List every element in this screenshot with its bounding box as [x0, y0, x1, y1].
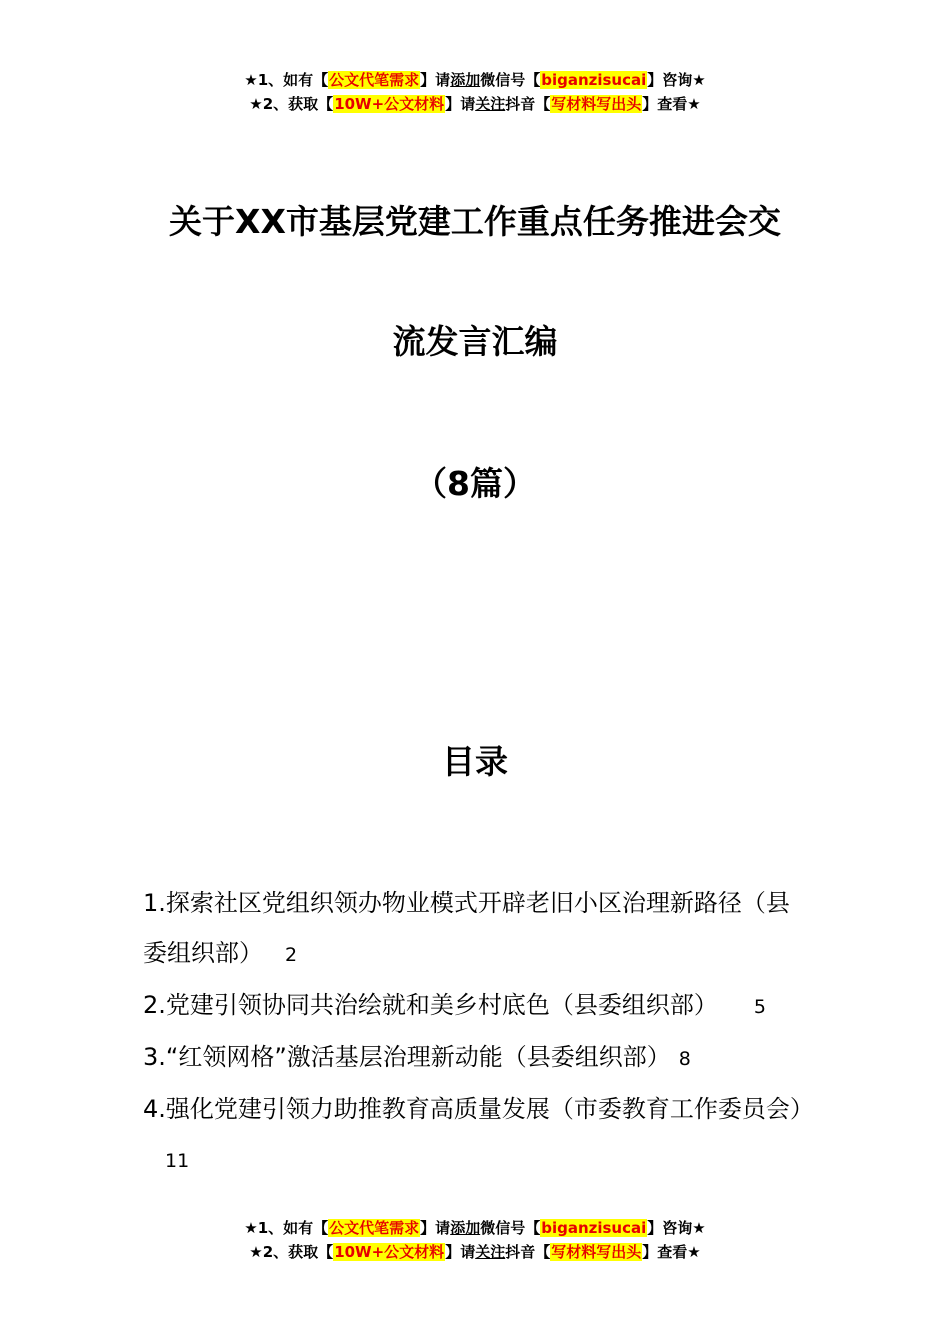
banner-underline: 关注 — [475, 95, 506, 113]
toc-item[interactable] — [143, 1032, 813, 1084]
toc-heading: 目录 — [442, 742, 508, 781]
toc-item-text: 1.探索社区党组织领办物业模式开辟老旧小区治理新路径（县委组织部） — [143, 889, 790, 967]
banner-text: 】咨询★ — [647, 71, 706, 89]
document-count: （8篇） — [414, 464, 536, 503]
toc-item-text: 2.党建引领协同共治绘就和美乡村底色（县委组织部） — [143, 991, 718, 1019]
header-banner — [0, 68, 950, 116]
banner-text: 抖音【 — [505, 1243, 551, 1261]
toc-page-number: 2 — [285, 944, 298, 966]
banner-highlight: biganzisucai — [541, 1219, 647, 1237]
banner-text: 】请 — [420, 71, 451, 89]
document-title-line-2: 流发言汇编 — [392, 322, 558, 361]
banner-highlight: 10W+公文材料 — [334, 1243, 445, 1261]
banner-text: 抖音【 — [505, 95, 551, 113]
toc-item-text: 3.“红领网格”激活基层治理新动能（县委组织部） — [143, 1043, 671, 1071]
banner-text: 】查看★ — [642, 95, 701, 113]
banner-text: 】咨询★ — [647, 1219, 706, 1237]
banner-line-1 — [0, 1216, 950, 1240]
banner-highlight: 公文代笔需求 — [329, 71, 420, 89]
banner-text: 】请 — [445, 1243, 476, 1261]
toc-page-number: 11 — [165, 1150, 190, 1172]
banner-text: 】查看★ — [642, 1243, 701, 1261]
banner-underline: 添加 — [450, 1219, 481, 1237]
banner-line-1 — [0, 68, 950, 92]
banner-underline: 添加 — [450, 71, 481, 89]
toc-item[interactable] — [143, 878, 813, 980]
banner-text: 】请 — [420, 1219, 451, 1237]
banner-underline: 关注 — [475, 1243, 506, 1261]
banner-text: 】请 — [445, 95, 476, 113]
banner-highlight: 公文代笔需求 — [329, 1219, 420, 1237]
toc-page-number: 5 — [753, 996, 766, 1018]
banner-text: ★1、如有【 — [244, 1219, 329, 1237]
banner-text: ★2、获取【 — [249, 1243, 334, 1261]
toc-item-text: 4.强化党建引领力助推教育高质量发展（市委教育工作委员会） — [143, 1095, 814, 1123]
banner-line-2 — [0, 92, 950, 116]
banner-text: 微信号【 — [480, 71, 541, 89]
banner-highlight: 写材料写出头 — [551, 95, 642, 113]
document-title-line-1: 关于XX市基层党建工作重点任务推进会交 — [169, 202, 781, 241]
banner-text: ★1、如有【 — [244, 71, 329, 89]
banner-line-2 — [0, 1240, 950, 1264]
banner-highlight: 写材料写出头 — [551, 1243, 642, 1261]
footer-banner — [0, 1216, 950, 1264]
toc-item[interactable] — [143, 980, 813, 1032]
table-of-contents — [143, 878, 813, 1186]
banner-highlight: 10W+公文材料 — [334, 95, 445, 113]
toc-page-number: 8 — [678, 1048, 691, 1070]
banner-text: 微信号【 — [480, 1219, 541, 1237]
toc-item[interactable] — [143, 1084, 813, 1186]
banner-highlight: biganzisucai — [541, 71, 647, 89]
banner-text: ★2、获取【 — [249, 95, 334, 113]
